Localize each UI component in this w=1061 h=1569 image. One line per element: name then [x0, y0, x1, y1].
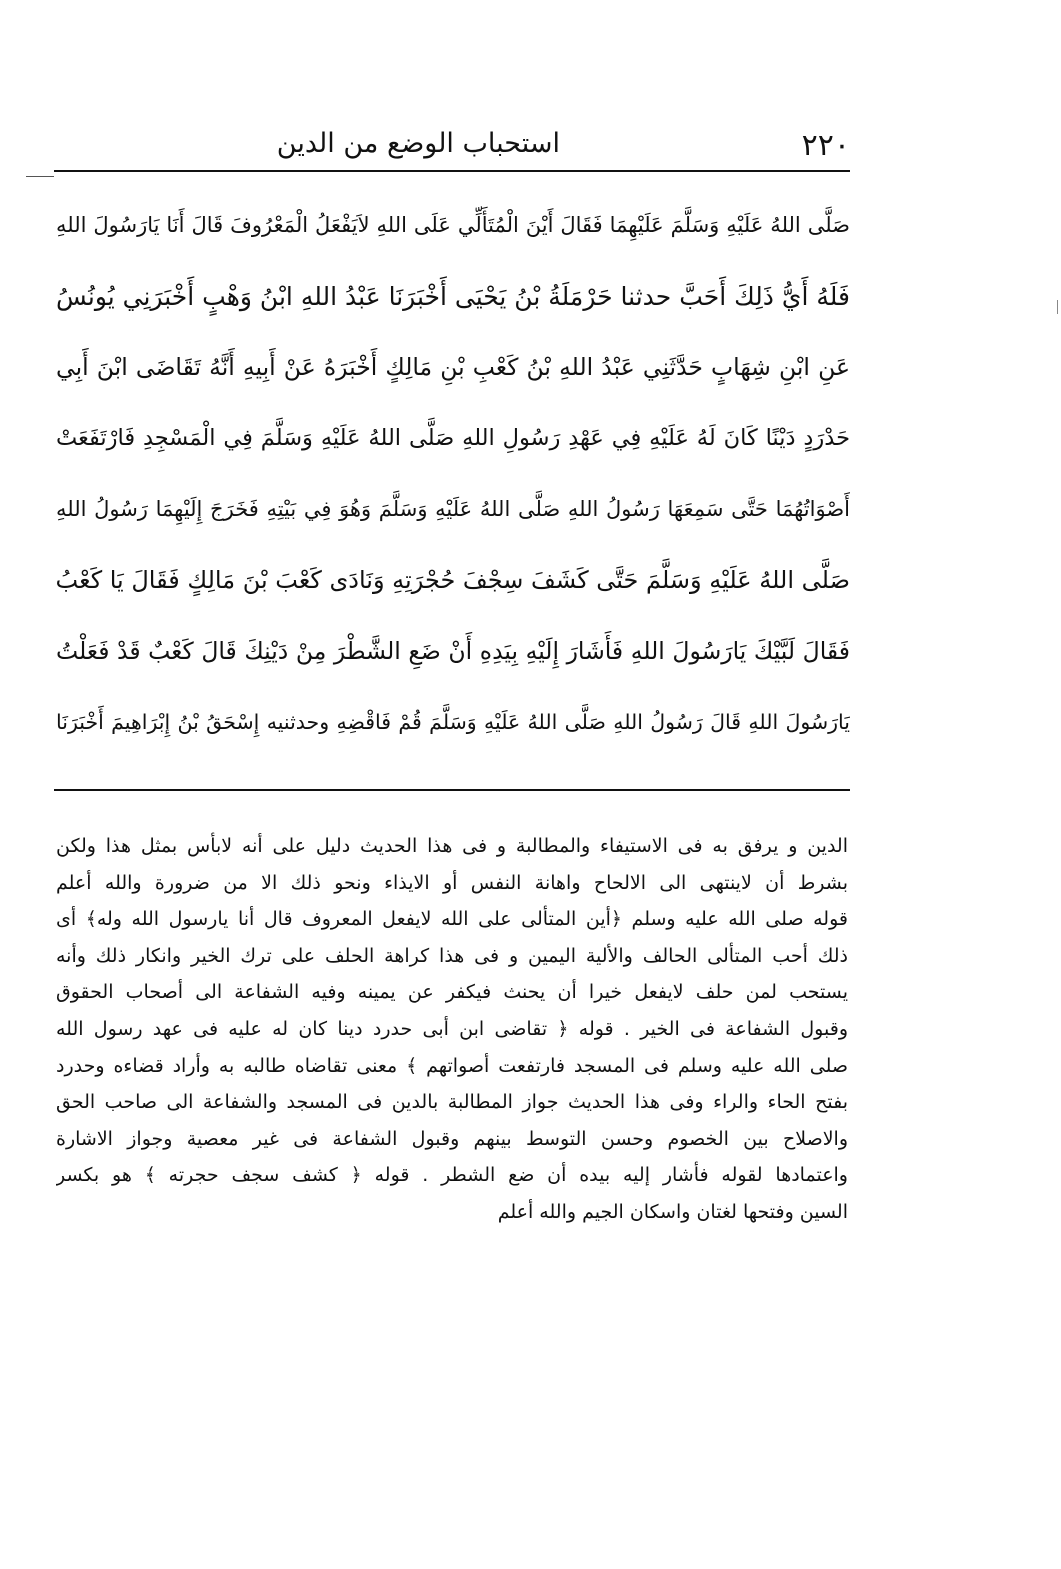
hadith-line: فَلَهُ أَيُّ ذَلِكَ أَحَبَّ حدثنا حَرْمَلَةُ بْنُ يَحْيَى أَخْبَرَنَا عَبْدُ اللهِ ابْنُ وَهْبٍ أَخْبَرَنِي يُونُسُ: [56, 282, 850, 311]
commentary-line: قوله صلى الله عليه وسلم ﴿أين المتألى على الله لايفعل المعروف قال أنا يارسول الله وله﴾ أى: [56, 908, 848, 931]
hadith-line: يَارَسُولَ اللهِ قَالَ رَسُولُ اللهِ صَلَّى اللهُ عَلَيْهِ وَسَلَّمَ قُمْ فَاقْضِهِ وحدثنيه إِسْحَقُ بْنُ إِبْرَاهِيمَ أَخْبَرَنَا: [56, 710, 850, 734]
hadith-line: حَدْرَدٍ دَيْنًا كَانَ لَهُ عَلَيْهِ فِي عَهْدِ رَسُولِ اللهِ صَلَّى اللهُ عَلَيْهِ وَسَلَّمَ فِي الْمَسْجِدِ فَارْتَفَعَتْ: [56, 425, 850, 451]
commentary-line: واعتمادها لقوله فأشار إليه بيده أن ضع الشطر . قوله ﴿ كشف سجف حجرته ﴾ هو بكسر: [56, 1164, 848, 1187]
page-header: [54, 118, 850, 170]
commentary-line: يستحب لمن حلف لايفعل خيرا أن يحنث فيكفر عن يمينه وفيه الشفاعة الى أصحاب الحقوق: [56, 981, 848, 1004]
hadith-text: [56, 190, 850, 758]
hadith-line: صَلَّى اللهُ عَلَيْهِ وَسَلَّمَ حَتَّى كَشَفَ سِجْفَ حُجْرَتِهِ وَنَادَى كَعْبَ بْنَ مَالِكٍ فَقَالَ يَا كَعْبُ: [56, 566, 850, 594]
commentary-line: بفتح الحاء والراء وفى هذا الحديث جواز المطالبة بالدين فى المسجد والشفاعة الى صاحب الحق: [56, 1091, 848, 1114]
commentary-line: بشرط أن لاينتهى الى الالحاح واهانة النفس أو الايذاء ونحو ذلك الا من ضرورة والله أعلم: [56, 871, 848, 894]
page-number: ٢٢٠: [801, 128, 850, 163]
text-separator-rule: [54, 789, 850, 791]
commentary-line: صلى الله عليه وسلم فى المسجد فارتفعت أصواتهم ﴾ معنى تقاضاه طالبه به وأراد قضاءه وحدرد: [56, 1054, 848, 1077]
running-title: استحباب الوضع من الدين: [276, 128, 560, 159]
hadith-line: عَنِ ابْنِ شِهَابٍ حَدَّثَنِي عَبْدُ اللهِ بْنُ كَعْبِ بْنِ مَالِكٍ أَخْبَرَهُ عَنْ أَبِيهِ أَنَّهُ تَقَاضَى ابْنَ أَبِي: [56, 353, 850, 381]
commentary-text: [56, 828, 848, 1231]
commentary-line: السين وفتحها لغتان واسكان الجيم والله أعلم: [497, 1200, 848, 1223]
hadith-line: فَقَالَ لَبَّيْكَ يَارَسُولَ اللهِ فَأَشَارَ إِلَيْهِ بِيَدِهِ أَنْ ضَعِ الشَّطْرَ مِنْ دَيْنِكَ قَالَ كَعْبٌ قَدْ فَعَلْتُ: [56, 637, 850, 665]
edge-mark: [1057, 300, 1058, 314]
commentary-line: ذلك أحب المتألى الحالف والألية اليمين و فى هذا كراهة الحلف على ترك الخير وانكار ذلك وأنه: [56, 944, 848, 967]
margin-mark: [26, 176, 54, 177]
header-rule: [54, 170, 850, 172]
commentary-line: الدين و يرفق به فى الاستيفاء والمطالبة و فى هذا الحديث دليل على أنه لابأس بمثل هذا ولكن: [56, 835, 848, 857]
hadith-line: صَلَّى اللهُ عَلَيْهِ وَسَلَّمَ عَلَيْهِمَا فَقَالَ أَيْنَ الْمُتَأَلِّي عَلَى اللهِ لاَيَفْعَلُ الْمَعْرُوفَ قَالَ أَنَا يَارَسُولَ اللهِ: [56, 213, 850, 237]
commentary-line: وقبول الشفاعة فى الخير . قوله ﴿ تقاضى ابن أبى حدرد دينا كان له عليه فى عهد رسول الله: [56, 1017, 848, 1040]
hadith-line: أَصْوَاتُهُمَا حَتَّى سَمِعَهَا رَسُولُ اللهِ صَلَّى اللهُ عَلَيْهِ وَسَلَّمَ وَهُوَ فِي بَيْتِهِ فَخَرَجَ إِلَيْهِمَا رَسُولُ اللهِ: [56, 497, 850, 521]
commentary-line: والاصلاح بين الخصوم وحسن التوسط بينهم وقبول الشفاعة فى غير معصية وجواز الاشارة: [56, 1127, 848, 1150]
